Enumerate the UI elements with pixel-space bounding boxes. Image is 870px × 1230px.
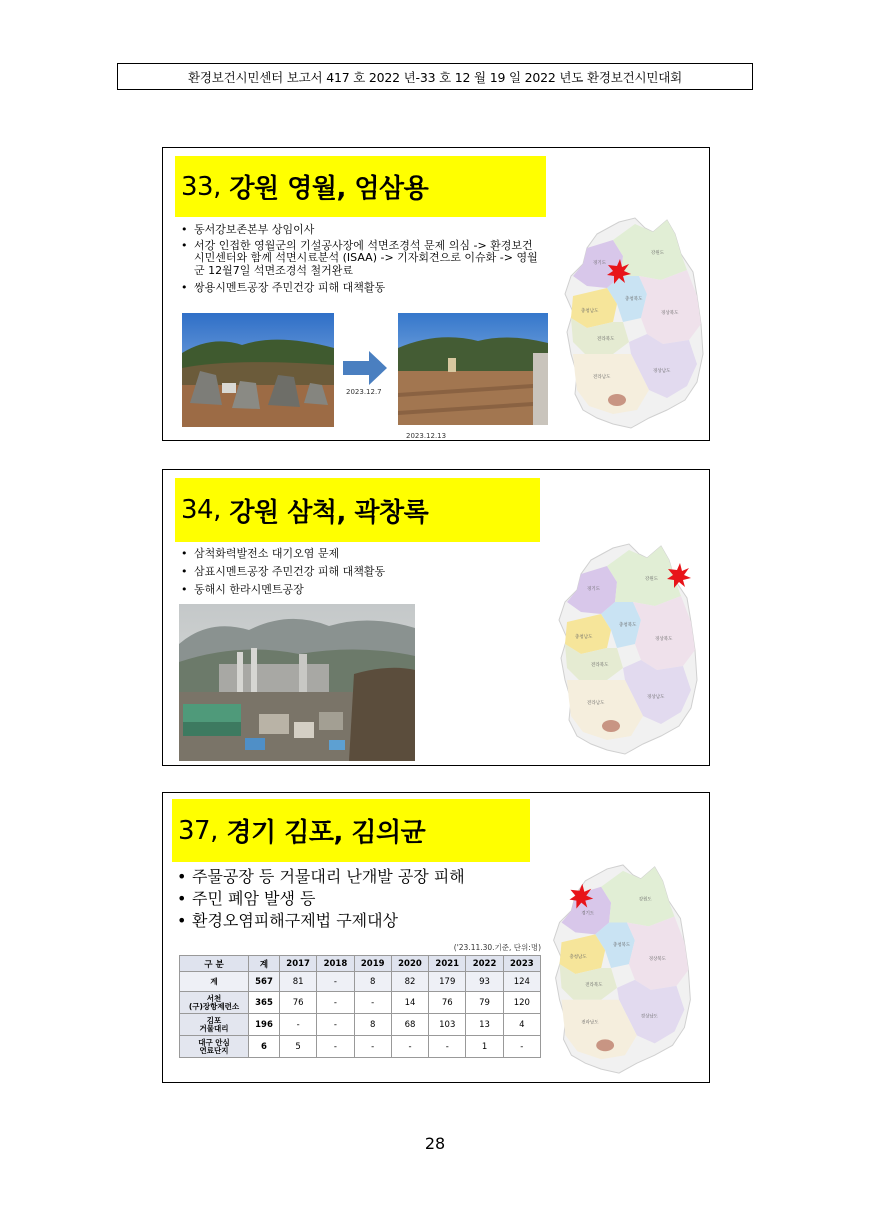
slide-33	[162, 147, 710, 441]
map-label: 강원도	[651, 251, 665, 256]
table-header: 2020	[391, 956, 428, 972]
table-cell: 8	[354, 1014, 391, 1036]
table-cell: 365	[249, 992, 280, 1014]
table-cell: 76	[280, 992, 317, 1014]
table-cell: -	[429, 1036, 466, 1058]
bullet-list	[181, 547, 521, 596]
table-cell: 8	[354, 972, 391, 992]
map-label: 충청남도	[581, 309, 599, 314]
korea-map	[551, 540, 701, 766]
bullet-item: • 주민 폐암 발생 등	[177, 889, 537, 909]
map-label: 전라남도	[581, 1020, 599, 1026]
map-label: 전라북도	[591, 663, 609, 668]
slide-37	[162, 792, 710, 1083]
slide-title: 경기 김포, 김의균	[226, 818, 426, 848]
table-header-row	[180, 956, 541, 972]
map-label: 충청남도	[569, 955, 587, 961]
table-cell: 68	[391, 1014, 428, 1036]
table-header: 2019	[354, 956, 391, 972]
bullet-item: • 동서강보존본부 상임이사	[181, 223, 541, 237]
bullet-list	[177, 867, 537, 931]
bullet-item: • 환경오염피해구제법 구제대상	[177, 911, 537, 931]
photo-after	[398, 313, 548, 425]
slide-title: 강원 삼척, 곽창록	[229, 497, 429, 528]
slide-number: 34,	[181, 495, 221, 525]
photo-cement-factory	[179, 604, 415, 761]
map-label: 경상남도	[640, 1014, 658, 1020]
slide-number: 33,	[181, 171, 221, 202]
table-cell: -	[280, 1014, 317, 1036]
table-cell: 5	[280, 1036, 317, 1058]
map-label: 전라남도	[587, 701, 605, 706]
table-cell: 1	[466, 1036, 503, 1058]
map-label: 강원도	[638, 897, 652, 903]
table-header: 2022	[466, 956, 503, 972]
map-label: 경상북도	[648, 957, 666, 963]
table-cell: 124	[503, 972, 540, 992]
relief-table	[179, 955, 541, 1058]
table-header: 계	[249, 956, 280, 972]
table-cell: 79	[466, 992, 503, 1014]
table-cell: 179	[429, 972, 466, 992]
map-label: 경기도	[593, 261, 607, 266]
photo-caption-after: 2023.12.13	[406, 432, 447, 440]
bullet-item: • 삼표시멘트공장 주민건강 피해 대책활동	[181, 565, 521, 579]
map-label: 경상북도	[655, 637, 673, 642]
table-cell: 13	[466, 1014, 503, 1036]
table-cell: -	[317, 1014, 354, 1036]
slide-title: 강원 영월, 엄삼용	[229, 174, 429, 204]
bullet-item: • 동해시 한라시멘트공장	[181, 583, 521, 597]
table-cell: 81	[280, 972, 317, 992]
map-label: 경상북도	[661, 311, 679, 316]
photo-before	[182, 313, 334, 427]
korea-map	[557, 214, 707, 440]
bullet-item: • 쌍용시멘트공장 주민건강 피해 대책활동	[181, 281, 541, 295]
page-number: 28	[424, 1134, 446, 1153]
table-header: 2023	[503, 956, 540, 972]
table-row	[180, 1036, 541, 1058]
table-cell: 82	[391, 972, 428, 992]
map-label: 충청북도	[613, 943, 631, 949]
table-header: 구 분	[180, 956, 249, 972]
table-cell: 567	[249, 972, 280, 992]
table-header: 2021	[429, 956, 466, 972]
slide-title-band	[172, 799, 530, 862]
table-row	[180, 992, 541, 1014]
map-label: 전라남도	[593, 375, 611, 380]
table-cell: -	[503, 1036, 540, 1058]
table-cell: -	[317, 1036, 354, 1058]
table-cell: 120	[503, 992, 540, 1014]
table-cell: 서천 (구)장항제련소	[180, 992, 249, 1014]
bullet-item: • 삼척화력발전소 대기오염 문제	[181, 547, 521, 561]
map-label: 충청남도	[575, 635, 593, 640]
arrow-right-icon	[343, 351, 387, 389]
map-label: 전라북도	[597, 337, 615, 342]
table-cell: 4	[503, 1014, 540, 1036]
map-label: 충청북도	[619, 623, 637, 628]
table-header: 2018	[317, 956, 354, 972]
table-cell: -	[354, 992, 391, 1014]
slide-number: 37,	[178, 815, 218, 846]
bullet-list	[181, 223, 541, 294]
map-label: 충청북도	[625, 297, 643, 302]
slide-title-band	[175, 478, 540, 542]
table-cell: -	[317, 972, 354, 992]
bullet-item: • 서강 인접한 영월군의 기설공사장에 석면조경석 문제 의심 -> 환경보건시민센터와 함께 석면시료분석 (ISAA) -> 기자회견으로 이슈화 -> 영월군 12월7일 석면조경석 철거완료	[181, 240, 541, 278]
report-header: 환경보건시민센터 보고서 417 호 2022 년-33 호 12 월 19 일 2022 년도 환경보건시민대회	[117, 63, 753, 90]
map-label: 경기도	[587, 587, 601, 592]
table-cell: 14	[391, 992, 428, 1014]
table-cell: 93	[466, 972, 503, 992]
table-cell: 계	[180, 972, 249, 992]
map-label: 경기도	[581, 911, 595, 917]
map-label: 강원도	[645, 577, 659, 582]
table-cell: -	[354, 1036, 391, 1058]
bullet-item: • 주물공장 등 거물대리 난개발 공장 피해	[177, 867, 537, 887]
photo-caption-before: 2023.12.7	[346, 388, 382, 396]
table-cell: -	[391, 1036, 428, 1058]
map-label: 전라북도	[585, 982, 603, 988]
table-cell: 196	[249, 1014, 280, 1036]
table-cell: 76	[429, 992, 466, 1014]
table-cell: 103	[429, 1014, 466, 1036]
table-cell: 대구 안심 연료단지	[180, 1036, 249, 1058]
table-cell: -	[317, 992, 354, 1014]
table-row	[180, 1014, 541, 1036]
table-cell: 김포 거물대리	[180, 1014, 249, 1036]
slide-34	[162, 469, 710, 766]
table-row	[180, 972, 541, 992]
korea-map	[545, 861, 695, 1083]
map-label: 경상남도	[647, 695, 665, 700]
table-note: ('23.11.30.기준, 단위:명)	[453, 943, 541, 952]
table-header: 2017	[280, 956, 317, 972]
slide-title-band	[175, 156, 546, 217]
map-label: 경상남도	[653, 369, 671, 374]
table-cell: 6	[249, 1036, 280, 1058]
